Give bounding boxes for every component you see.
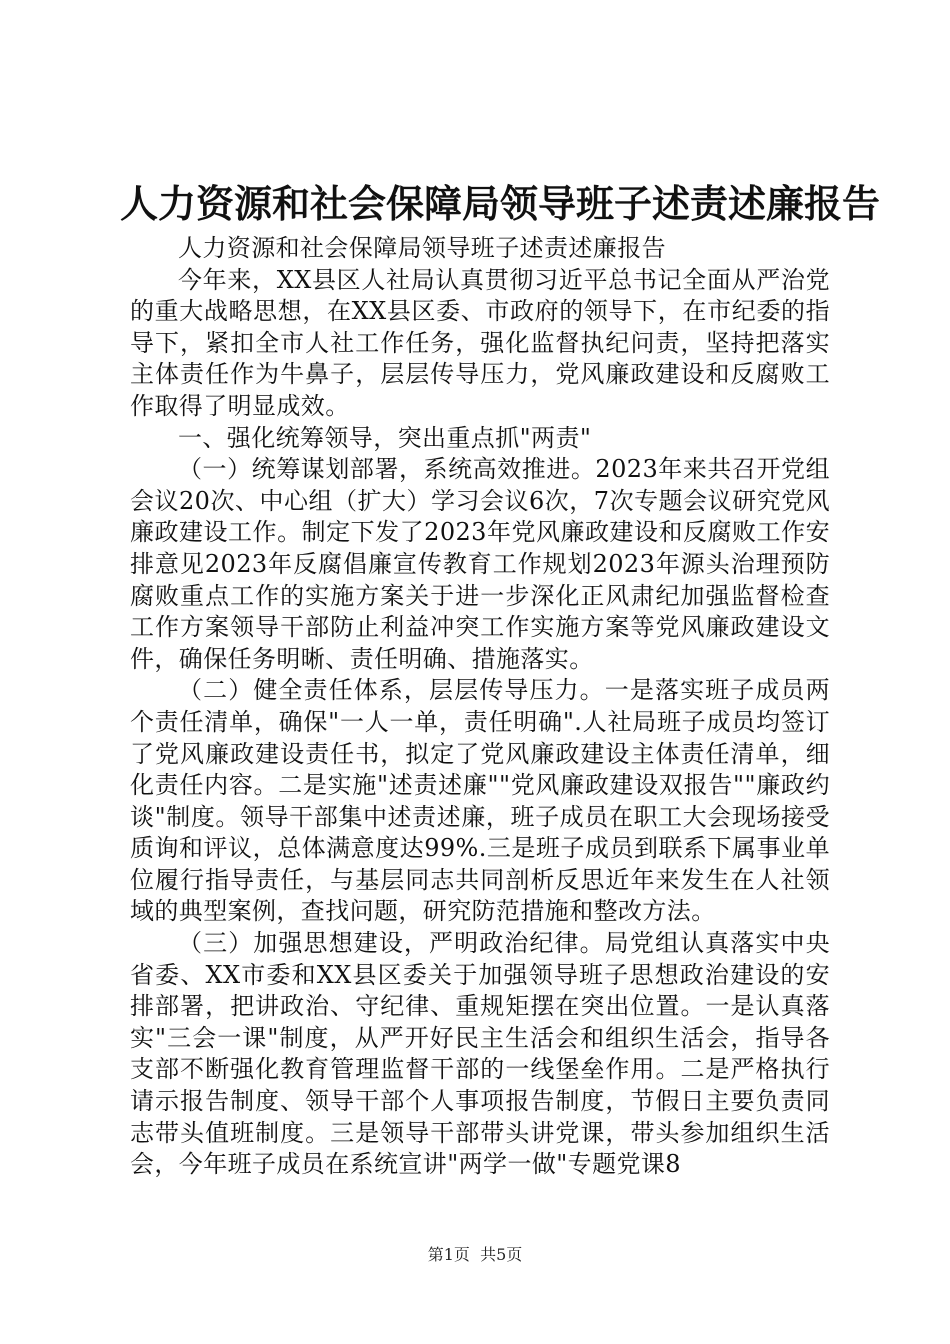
paragraph-section-1-1: （一）统筹谋划部署，系统高效推进。2023年来共召开党组会议20次、中心组（扩大）学习会议6次，7次专题会议研究党风廉政建设工作。制定下发了2023年党风廉政建设和反腐败工作安排意见2023年反腐倡廉宣传教育工作规划2023年源头治理预防腐败重点工作的实施方案关于进一步深化正风肃纪加强监督检查工作方案领导干部防止利益冲突工作实施方案等党风廉政建设文件，确保任务明晰、责任明确、措施落实。 (130, 455, 830, 673)
section-heading-1: 一、强化统筹领导，突出重点抓"两责" (178, 423, 592, 452)
paragraph-section-1-2: （二）健全责任体系，层层传导压力。一是落实班子成员两个责任清单，确保"一人一单，责任明确".人社局班子成员均签订了党风廉政建设责任书，拟定了党风廉政建设主体责任清单，细化责任内容。二是实施"述责述廉""党风廉政建设双报告""廉政约谈"制度。领导干部集中述责述廉，班子成员在职工大会现场接受质询和评议，总体满意度达99%.三是班子成员到联系下属事业单位履行指导责任，与基层同志共同剖析反思近年来发生在人社领域的典型案例，查找问题，研究防范措施和整改方法。 (130, 676, 830, 926)
document-title: 人力资源和社会保障局领导班子述责述廉报告 (120, 181, 881, 226)
paragraph-intro: 今年来，XX县区人社局认真贯彻习近平总书记全面从严治党的重大战略思想，在XX县区委、市政府的领导下，在市纪委的指导下，紧扣全市人社工作任务，强化监督执纪问责，坚持把落实主体责任作为牛鼻子，层层传导压力，党风廉政建设和反腐败工作取得了明显成效。 (130, 265, 830, 420)
page-number: 第1页 共5页 (427, 1245, 523, 1264)
page-footer (0, 1244, 950, 1266)
document-body (130, 233, 830, 1181)
paragraph-section-1-3: （三）加强思想建设，严明政治纪律。局党组认真落实中央省委、XX市委和XX县区委关于加强领导班子思想政治建设的安排部署，把讲政治、守纪律、重规矩摆在突出位置。一是认真落实"三会一课"制度，从严开好民主生活会和组织生活会，指导各支部不断强化教育管理监督干部的一线堡垒作用。二是严格执行请示报告制度、领导干部个人事项报告制度，节假日主要负责同志带头值班制度。三是领导干部带头讲党课，带头参加组织生活会，今年班子成员在系统宣讲"两学一做"专题党课8 (130, 929, 830, 1179)
paragraph-subtitle: 人力资源和社会保障局领导班子述责述廉报告 (178, 234, 666, 262)
